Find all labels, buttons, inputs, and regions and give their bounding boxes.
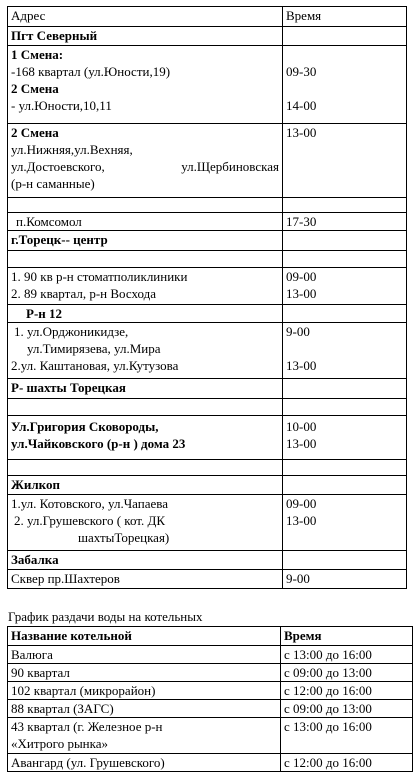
shift1-label: 1 Смена: bbox=[11, 47, 64, 62]
shift2b-line2-left: ул.Достоевского, bbox=[11, 159, 105, 174]
shift1-time: 09-30 bbox=[286, 64, 317, 79]
boiler-time: с 13:00 до 16:00 bbox=[281, 646, 413, 664]
shift-address-cell bbox=[8, 46, 283, 124]
empty-cell bbox=[283, 476, 407, 495]
shift2b-line3: (р-н саманные) bbox=[11, 176, 95, 191]
center-row2-address: 2. 89 квартал, р-н Восхода bbox=[11, 286, 156, 301]
empty-cell bbox=[283, 305, 407, 323]
section-rn12: Р-н 12 bbox=[8, 305, 283, 323]
table-row bbox=[8, 416, 407, 460]
table-row bbox=[8, 664, 413, 682]
boiler-name: 88 квартал (ЗАГС) bbox=[8, 700, 281, 718]
shift2-label: 2 Смена bbox=[11, 81, 59, 96]
mine-time1: 10-00 bbox=[286, 419, 317, 434]
shift2b-line1: ул.Нижняя,ул.Вехняя, bbox=[11, 142, 133, 157]
section-mine: Р- шахты Торецкая bbox=[8, 379, 283, 399]
shift2-time: 14-00 bbox=[286, 98, 317, 113]
header-boiler-time: Время bbox=[281, 627, 413, 646]
mine-line1: Ул.Григория Сковороды, bbox=[11, 419, 159, 434]
rn12-time1: 9-00 bbox=[286, 324, 310, 339]
shift-time-cell bbox=[283, 46, 407, 124]
table-row bbox=[8, 718, 413, 754]
section-row bbox=[8, 305, 407, 323]
center-time-cell bbox=[283, 268, 407, 305]
table-header-row bbox=[8, 627, 413, 646]
header-time: Время bbox=[283, 7, 407, 27]
boiler-name: Авангард (ул. Грушевского) bbox=[8, 754, 281, 772]
boiler-name-line2: «Хитрого рынка» bbox=[11, 736, 109, 751]
section-row bbox=[8, 476, 407, 495]
table-row bbox=[8, 46, 407, 124]
boiler-time: с 09:00 до 13:00 bbox=[281, 664, 413, 682]
mine-time2: 13-00 bbox=[286, 436, 317, 451]
section-center: г.Торецк-- центр bbox=[8, 231, 283, 251]
spacer-row bbox=[8, 460, 407, 476]
boiler-name: 90 квартал bbox=[8, 664, 281, 682]
table-row bbox=[8, 124, 407, 198]
section-severny: Пгт Северный bbox=[8, 27, 283, 46]
zabalka-address: Сквер пр.Шахтеров bbox=[8, 570, 283, 589]
zhilkop-time2: 13-00 bbox=[286, 513, 317, 528]
rn12-line1: 1. ул.Орджоникидзе, bbox=[14, 324, 129, 339]
center-row1-time: 09-00 bbox=[286, 269, 317, 284]
spacer-row bbox=[8, 251, 407, 268]
empty-cell bbox=[283, 551, 407, 570]
boiler-time: с 12:00 до 16:00 bbox=[281, 682, 413, 700]
zhilkop-address-cell bbox=[8, 495, 283, 551]
center-address-cell bbox=[8, 268, 283, 305]
rn12-line3: 2.ул. Каштановая, ул.Кутузова bbox=[11, 358, 179, 373]
table-row bbox=[8, 754, 413, 772]
center-row2-time: 13-00 bbox=[286, 286, 317, 301]
zabalka-time: 9-00 bbox=[283, 570, 407, 589]
rn12-address-cell bbox=[8, 323, 283, 379]
shift2-address: - ул.Юности,10,11 bbox=[11, 98, 112, 113]
section-row bbox=[8, 27, 407, 46]
rn12-time2: 13-00 bbox=[286, 358, 317, 373]
boiler-name: Валюга bbox=[8, 646, 281, 664]
boiler-name-cell bbox=[8, 718, 281, 754]
shift2b-time: 13-00 bbox=[283, 124, 407, 198]
zhilkop-line1: 1.ул. Котовского, ул.Чапаева bbox=[11, 496, 168, 511]
shift1-address: -168 квартал (ул.Юности,19) bbox=[11, 64, 171, 79]
table-row bbox=[8, 570, 407, 589]
spacer-row bbox=[8, 399, 407, 416]
shift2b-address-cell bbox=[8, 124, 283, 198]
mine-line2: ул.Чайковского (р-н ) дома 23 bbox=[11, 436, 186, 451]
empty-cell bbox=[283, 231, 407, 251]
section-row bbox=[8, 379, 407, 399]
zhilkop-line2: 2. ул.Грушевского ( кот. ДК bbox=[14, 513, 166, 528]
mine-address-cell bbox=[8, 416, 283, 460]
boiler-time: с 12:00 до 16:00 bbox=[281, 754, 413, 772]
table-row bbox=[8, 646, 413, 664]
komsomol-time: 17-30 bbox=[283, 213, 407, 231]
shift2b-line2-right: ул.Щербиновская bbox=[181, 159, 279, 174]
zhilkop-line3: шахтыТорецкая) bbox=[78, 530, 170, 545]
boiler-schedule-table bbox=[7, 626, 413, 772]
water-schedule-table bbox=[7, 6, 407, 589]
boiler-name-line1: 43 квартал (г. Железное р-н bbox=[11, 719, 163, 734]
spacer-row bbox=[8, 198, 407, 213]
shift2b-line2 bbox=[11, 158, 279, 175]
zhilkop-time1: 09-00 bbox=[286, 496, 317, 511]
empty-cell bbox=[283, 379, 407, 399]
table-row bbox=[8, 268, 407, 305]
table-row bbox=[8, 323, 407, 379]
table-row bbox=[8, 495, 407, 551]
empty-cell bbox=[283, 27, 407, 46]
boiler-time: с 13:00 до 16:00 bbox=[281, 718, 413, 754]
section-zhilkop: Жилкоп bbox=[8, 476, 283, 495]
header-address: Адрес bbox=[8, 7, 283, 27]
table-row bbox=[8, 213, 407, 231]
mine-time-cell bbox=[283, 416, 407, 460]
table-row bbox=[8, 682, 413, 700]
table-row bbox=[8, 700, 413, 718]
header-boiler-name: Название котельной bbox=[8, 627, 281, 646]
center-row1-address: 1. 90 кв р-н стоматполиклиники bbox=[11, 269, 188, 284]
section-zabalka: Забалка bbox=[8, 551, 283, 570]
boiler-name: 102 квартал (микрорайон) bbox=[8, 682, 281, 700]
boiler-time: с 09:00 до 13:00 bbox=[281, 700, 413, 718]
komsomol-address: п.Комсомол bbox=[8, 213, 283, 231]
rn12-time-cell bbox=[283, 323, 407, 379]
rn12-line2: ул.Тимирязева, ул.Мира bbox=[27, 341, 161, 356]
zhilkop-time-cell bbox=[283, 495, 407, 551]
section-row bbox=[8, 231, 407, 251]
table-header-row bbox=[8, 7, 407, 27]
shift2b-label: 2 Смена bbox=[11, 125, 59, 140]
section-row bbox=[8, 551, 407, 570]
boiler-schedule-caption: График раздачи воды на котельных bbox=[8, 609, 203, 624]
